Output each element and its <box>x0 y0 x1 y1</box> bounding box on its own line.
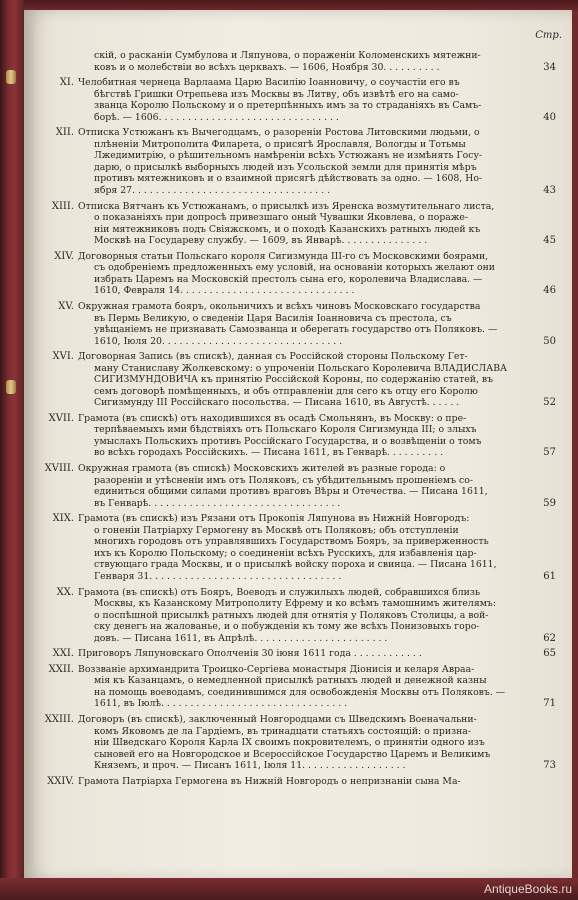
toc-entry-number: XII. <box>55 127 74 139</box>
toc-entry-text-line: Договорныя статьи Польскаго короля Сигизмунда III-го съ Московскими боярами, <box>78 250 489 262</box>
toc-entry-text-line: ствующаго града Москвы, и о присылкѣ войску пороха и свинца. — Писана 1611, <box>94 559 497 571</box>
toc-entry-text-line: плѣненіи Митрополита Филарета, о присягѣ Ярославля, Вологды и Тотьмы <box>94 138 466 150</box>
toc-page-number: 65 <box>543 648 556 660</box>
toc-entry-number: XVIII. <box>44 463 74 475</box>
toc-entry-number: XI. <box>59 77 74 89</box>
toc-entry-text-line: Москвы, къ Казанскому Митрополиту Ефрему и ко всѣмъ тамошнимъ жителямъ: <box>94 598 496 609</box>
toc-entry-text-line: Договоръ (въ спискѣ), заключенный Новгородцами съ Шведскимъ Военачальни- <box>78 714 477 726</box>
toc-entry-text-line: Сигизмунду III Россійскаго посольства. — Писана 1610, въ Августѣ. . . . . . <box>94 397 460 409</box>
toc-entry-text-line: довъ. — Писана 1611, въ Апрѣлѣ. . . . . . . . . . . . . . . . . . . . . . . <box>94 632 388 644</box>
toc-page-number: 50 <box>543 335 556 347</box>
toc-entry-text-line: Окружная грамота (въ спискѣ) Московскихъ жителей въ разные города: о <box>78 463 446 475</box>
toc-entry-number: XX. <box>56 586 74 598</box>
toc-page-number: 43 <box>543 184 556 196</box>
toc-entry-text-line: терпѣваемыхъ ими бѣдствіяхъ отъ Польскаго Короля Сигизмунда III; о злыхъ <box>94 424 477 436</box>
toc-entry-text-line: Княземъ, и проч. — Писанъ 1611, Іюля 11. . . . . . . . . . . . . . . . . . <box>94 760 406 772</box>
toc-entry-text-line: ихъ къ Королю Польскому; о соединеніи всѣхъ Русскихъ, для избавленія цар- <box>94 547 477 559</box>
toc-entry-text-line: Грамота (въ спискѣ) отъ Бояръ, Воеводъ и служилыхъ людей, собравшихся близь <box>78 586 480 598</box>
toc-entry-text-line: съ одобреніемъ предложенныхъ ему условій, на основаніи которыхъ желают они <box>94 262 495 274</box>
toc-entry-text-line: ману Станиславу Жолкевскому: о упроченіи Польскаго Королевича ВЛАДИСЛАВА <box>94 362 508 374</box>
toc-entry-text-line: бѣгствѣ Гришки Отрепьева изъ Москвы въ Литву, объ извѣтѣ его на само- <box>94 88 459 100</box>
toc-entry-text-line: Грамота (въ спискѣ) отъ находившихся въ осадѣ Смольнянъ, въ Москву: о пре- <box>78 412 467 424</box>
toc-entry-text-line: Грамота Патріарха Гермогена въ Нижній Новгородъ о непризнаніи сына Ма- <box>78 775 461 787</box>
toc-entry-text-line: СИГИЗМУНДОВИЧА къ принятію Россійской Короны, по содержанію статей, въ <box>94 374 494 386</box>
toc-entry-text-line: ніи Шведскаго Короля Карла IX своимъ покровителемъ, о принятіи одного изъ <box>94 737 485 749</box>
toc-entry-text-line: 1610, Февраля 14. . . . . . . . . . . . . . . . . . . . . . . . . . . . . . <box>94 285 355 297</box>
toc-entry-text-line: многихъ городовъ отъ управлявшихъ Государствомъ Бояръ, за приверженность <box>94 536 489 548</box>
toc-page-number: 61 <box>543 570 556 582</box>
toc-page-number: 52 <box>543 397 556 409</box>
toc-entry-number: XIX. <box>52 513 74 525</box>
watermark: AntiqueBooks.ru <box>483 882 572 896</box>
toc-entry-text-line: 1611, въ Іюлѣ. . . . . . . . . . . . . . . . . . . . . . . . . . . . . . . . <box>94 698 348 710</box>
toc-entry-number: XVI. <box>52 351 74 363</box>
toc-entry-text-line: Лжедимитрію, о рѣшительномъ намѣреніи всѣхъ Устюжанъ не измѣнять Госу- <box>94 150 483 162</box>
toc-entry-text-line: противъ мятежниковъ и о взаимной присягѣ дѣйствовать за одно. — 1608, Но- <box>94 173 483 185</box>
toc-entry-number: XIII. <box>51 200 74 212</box>
toc-entry-number: XIV. <box>54 250 74 262</box>
toc-entry-text-line: семъ договорѣ помѣщенныхъ, и объ отправленіи для сего къ отцу его Королю <box>94 385 478 397</box>
cover-clasp <box>6 70 16 84</box>
toc-entry-text-line: мія къ Казанцамъ, о немедленной присылкѣ ратныхъ людей и денежной казны <box>94 675 487 687</box>
toc-entry-text-line: увѣщаніемъ не признавать Самозванца и оберегать государство отъ Поляковъ. — <box>94 324 498 335</box>
toc-entry-text-line: Отписка Устюжанъ къ Вычегодцамъ, о разореніи Ростова Литовскими людьми, о <box>78 127 480 139</box>
toc-entry-number: XXI. <box>52 648 74 660</box>
toc-page-number: 34 <box>543 61 556 73</box>
toc-entry-text-line: Окружная грамота бояръ, окольничихъ и всѣхъ чиновъ Московскаго государства <box>78 301 481 312</box>
book-page <box>24 10 572 880</box>
toc-page-number: 46 <box>543 285 556 297</box>
toc-entry-text-line: избрать Царемъ на Московскій престолъ сына его, королевича Владислава. — <box>94 273 483 285</box>
toc-entry-text-line: Челобитная чернеца Варлаама Царю Василію Іоанновичу, о соучастіи его въ <box>78 77 460 89</box>
toc-page-number: 62 <box>543 632 556 644</box>
toc-page-number: 59 <box>543 497 556 509</box>
toc-page-number: 71 <box>543 698 556 710</box>
toc-entry-text-line: въ Пермь Великую, о сведеніи Царя Василія Іоанновича съ престола, съ <box>94 312 452 324</box>
toc-entry-number: XXII. <box>48 663 74 675</box>
toc-entry-text-line: сыновей его на Новгородское и Всероссійское Государство Царемъ и Великимъ <box>94 748 491 760</box>
toc-entry-text-line: единиться общими силами противъ враговъ Вѣры и Отечества. — Писана 1611, <box>94 486 488 498</box>
toc-entry-text-line: ковъ и о молебствіи во всѣхъ церквахъ. — 1606, Ноября 30. . . . . . . . . . <box>94 61 440 73</box>
toc-entry-text-line: въ Генварѣ. . . . . . . . . . . . . . . . . . . . . . . . . . . . . . . . . <box>94 497 341 509</box>
toc-entry-text-line: во всѣхъ городахъ Россійскихъ. — Писана 1611, въ Генварѣ. . . . . . . . . . <box>94 447 444 459</box>
toc-entry-number: XXIII. <box>44 714 74 726</box>
page-header <box>24 30 572 46</box>
toc-entry-number: XVII. <box>48 412 74 424</box>
toc-entry-text-line: скій, о расканіи Сумбулова и Ляпунова, о пораженіи Коломенскихъ мятежни- <box>94 50 481 61</box>
toc-entry-text-line: ніи мятежниковъ подъ Свіяжскомъ, и о походѣ Казанскихъ ратныхъ людей къ <box>94 223 481 235</box>
toc-entry-text-line: Воззваніе архимандрита Троицко-Сергіева монастыря Діонисія и келаря Авраа- <box>78 663 475 675</box>
toc-entry-text-line: Договорная Запись (въ спискѣ), данная съ Россійской стороны Польскому Гет- <box>78 351 468 363</box>
toc-entry-text-line: о показаніяхъ при допросѣ привезшаго оный Чувашки Яковлева, о пораже- <box>94 212 469 224</box>
book-cover-spine <box>0 0 24 900</box>
toc-entry-text-line: 1610, Іюля 20. . . . . . . . . . . . . . . . . . . . . . . . . . . . . . . <box>94 335 343 347</box>
toc-entry-text-line: Приговоръ Ляпуновскаго Ополченія 30 іюня 1611 года . . . . . . . . . . . . <box>78 648 422 660</box>
toc-entry-text-line: дарю, о присылкѣ выборныхъ людей изъ Усольской земли для принятія мѣръ <box>94 161 477 173</box>
toc-entry-text-line: Грамота (въ спискѣ) изъ Рязани отъ Прокопія Ляпунова въ Нижній Новгородъ: <box>78 513 470 525</box>
toc-entry-number: XXIV. <box>47 775 74 787</box>
toc-entry-text-line: Генваря 31. . . . . . . . . . . . . . . . . . . . . . . . . . . . . . . . . <box>94 570 342 582</box>
toc-entry-text-line: ября 27. . . . . . . . . . . . . . . . . . . . . . . . . . . . . . . . . . <box>94 184 331 196</box>
page-column-label: Стр. <box>535 30 562 41</box>
toc-entry-text-line: Москвѣ на Государеву службу. — 1609, въ Январѣ. . . . . . . . . . . . . . . <box>94 235 428 247</box>
toc-entry-text-line: комъ Яковомъ де ла Гардіемъ, въ тринадцати статьяхъ состоящій: о призна- <box>94 725 471 737</box>
toc-page-number: 57 <box>543 447 556 459</box>
toc-entry-text-line: о поспѣшной присылкѣ ратныхъ людей для отнятія у Поляковъ Столицы, а вой- <box>94 609 489 621</box>
toc-entry-text-line: Отписка Вятчанъ къ Устюжанамъ, о присылкѣ изъ Яренска возмутительнаго листа, <box>78 200 495 212</box>
toc-entry-text-line: разореніи и утѣсненіи имъ отъ Поляковъ, съ убѣдительнымъ прошеніемъ со- <box>94 474 473 486</box>
toc-entry-text-line: ску денегъ на жалованье, и о побужденіи къ тому же всѣхъ Понизовыхъ горо- <box>94 621 480 632</box>
cover-clasp <box>6 380 16 394</box>
toc-page-number: 45 <box>543 235 556 247</box>
toc-entry-text-line: о гоненіи Патріарху Гермогену въ Москвѣ отъ Поляковъ; объ отступленіи <box>94 524 459 536</box>
toc-entry-text-line: умыслахъ Польскихъ противъ Россійскаго Государства, и о возвѣщеніи о томъ <box>94 435 482 447</box>
toc-page-number: 73 <box>543 760 556 772</box>
toc-page-number: 40 <box>543 111 556 123</box>
toc-entry-number: XV. <box>58 301 74 312</box>
toc-entry-text-line: борѣ. — 1606. . . . . . . . . . . . . . . . . . . . . . . . . . . . . . . <box>94 111 339 123</box>
toc-entry-text-line: на помощь воеводамъ, соединившимся для освобожденія Москвы отъ Поляковъ. — <box>94 686 506 698</box>
toc-entry-text-line: званца Королю Польскому и о претерпѣнныхъ имъ за то страданіяхъ въ Самъ- <box>94 100 482 112</box>
